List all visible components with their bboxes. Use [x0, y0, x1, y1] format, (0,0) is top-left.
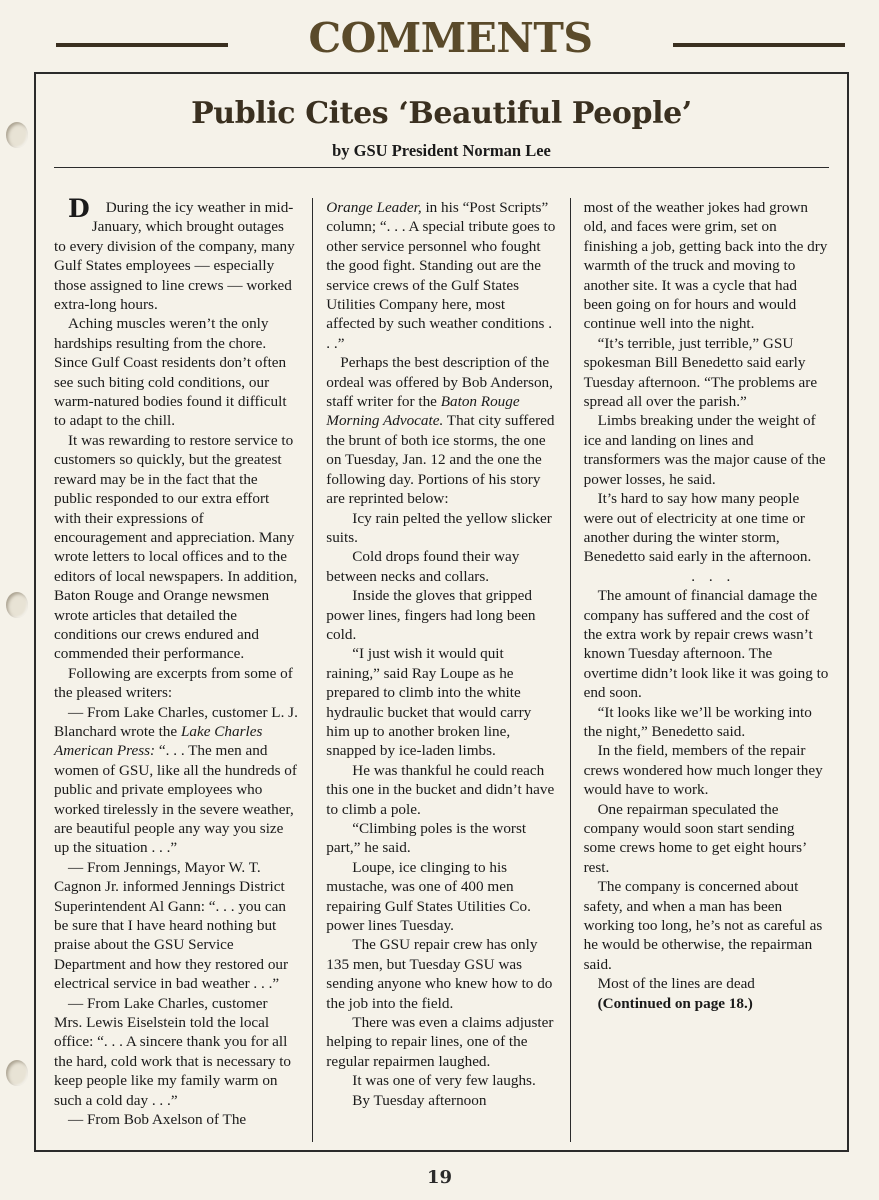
paragraph: There was even a claims adjuster helping to repair lines, one of the regular repairmen laughed. [326, 1014, 554, 1070]
masthead-rule-right [673, 43, 845, 47]
paragraph: most of the weather jokes had grown old, and faces were grim, set on finishing a job, getting back into the dry warmth of the truck and moving to another site. It was a cycle that had been going on for hours and would continue well into the night. [583, 199, 828, 333]
paragraph: — From Lake Charles, customer Mrs. Lewis Eiselstein told the local office: “. . . A sincere thank you for all the hard, cold work that is necessary to keep people like my family warm on such a cold day . . .” [54, 994, 292, 1109]
article-columns [54, 194, 829, 1142]
byline-rule [54, 167, 829, 168]
binder-hole [6, 1060, 28, 1086]
paragraph: Aching muscles weren’t the only hardships resulting from the chore. Since Gulf Coast residents don’t often see such biting cold conditions, our warm-natured bodies found it difficult to adapt to the chill. [54, 315, 287, 430]
article-frame [34, 72, 849, 1152]
paragraph: The amount of financial damage the company has suffered and the cost of the extra work by repair crews wasn’t known Tuesday afternoon. The overtime didn’t look like it was going to end soon. [583, 587, 829, 702]
article-byline: by GSU President Norman Lee [332, 141, 551, 160]
paragraph: Perhaps the best description of the ordeal was offered by Bob Anderson, staff writer for the Baton Rouge Morning Advocate. That city suffered the brunt of both ice storms, the one on Tuesday, Jan. 12 and the one the following day. Portions of his story are reprinted below: [326, 354, 555, 508]
paragraph: It’s hard to say how many people were out of electricity at one time or another during the winter storm, Benedetto said early in the afternoon. [583, 490, 812, 566]
column-three [571, 198, 829, 1142]
binder-hole [6, 592, 28, 618]
masthead [56, 14, 845, 62]
paragraph: “It’s terrible, just terrible,” GSU spokesman Bill Benedetto said early Tuesday afternoon. “The problems are spread all over the parish.” [583, 334, 818, 411]
paragraph: The GSU repair crew has only 135 men, but Tuesday GSU was sending anyone who knew how to do the job into the field. [326, 936, 553, 1012]
paragraph: Following are excerpts from some of the pleased writers: [54, 664, 293, 702]
paragraph: Icy rain pelted the yellow slicker suits. [326, 509, 552, 546]
paragraph: It was rewarding to restore service to customers so quickly, but the greatest reward may be in the fact that the public responded to our extra effort with their expressions of encouragement and appreciation. Many wrote letters to local offices and to the editors of local newspapers. In addition, Baton Rouge and Orange newsmen wrote articles that detailed the conditions our crews endured and commended their performance. [54, 431, 298, 663]
paragraph: Inside the gloves that gripped power lines, fingers had long been cold. [326, 587, 536, 643]
section-separator: . . . [691, 567, 736, 585]
binder-hole [6, 122, 28, 148]
paragraph: — From Jennings, Mayor W. T. Cagnon Jr. informed Jennings District Superintendent Al Gann: “. . . you can be sure that I have heard nothing but praise about the GSU Service Department and how they restored our electrical service in bad weather . . .” [54, 858, 289, 993]
paragraph: It was one of very few laughs. [352, 1072, 536, 1090]
column-two [312, 198, 570, 1142]
paragraph: Most of the lines are dead [597, 975, 755, 993]
paragraph: “Climbing poles is the worst part,” he said. [326, 820, 527, 857]
masthead-title: COMMENTS [308, 14, 593, 62]
paragraph: — From Lake Charles, customer L. J. Blanchard wrote the Lake Charles American Press: “. . . The men and women of GSU, like all the hundreds of public and private employees who worked tirelessly in the severe weather, are beautiful people any way you size up the situation . . .” [54, 703, 298, 857]
masthead-rule-left [56, 43, 228, 47]
article-headline: Public Cites ‘Beautiful People’ [191, 96, 692, 131]
paragraph [54, 194, 299, 314]
paragraph: — From Bob Axelson of The [68, 1111, 247, 1129]
drop-cap: D [68, 194, 90, 223]
paragraph-text: During the icy weather in mid-January, which brought outages to every division of the company, many Gulf States employees — especially those assigned to line crews — worked extra-long hours. [54, 199, 295, 314]
paragraph: He was thankful he could reach this one in the bucket and didn’t have to climb a pole. [326, 761, 555, 818]
paragraph: By Tuesday afternoon [352, 1091, 487, 1109]
column-one [54, 194, 312, 1142]
paragraph: The company is concerned about safety, and when a man has been working too long, he’s not as careful as he would be otherwise, the repairman said. [583, 878, 823, 973]
paragraph: Limbs breaking under the weight of ice and landing on lines and transformers was the major cause of the power losses, he said. [583, 412, 826, 488]
paragraph: “It looks like we’ll be working into the night,” Benedetto said. [583, 703, 812, 740]
paragraph: One repairman speculated the company would soon start sending some crews home to get eight hours’ rest. [583, 800, 807, 876]
paragraph: “I just wish it would quit raining,” said Ray Loupe as he prepared to climb into the white hydraulic bucket that would carry him up to another broken line, snapped by ice-laden limbs. [326, 645, 532, 760]
continued-note: (Continued on page 18.) [597, 994, 753, 1012]
paragraph: Cold drops found their way between necks and collars. [326, 548, 520, 585]
paragraph: In the field, members of the repair crews wondered how much longer they would have to work. [583, 742, 823, 799]
page-number: 19 [426, 1167, 453, 1188]
paragraph: Orange Leader, in his “Post Scripts” column; “. . . A special tribute goes to other service personnel who fought the good fight. Standing out are the service crews of the Gulf States Utilities Company here, most affected by such weather conditions . . .” [326, 199, 556, 352]
paragraph: Loupe, ice clinging to his mustache, was one of 400 men repairing Gulf States Utilities Co. power lines Tuesday. [326, 858, 531, 935]
